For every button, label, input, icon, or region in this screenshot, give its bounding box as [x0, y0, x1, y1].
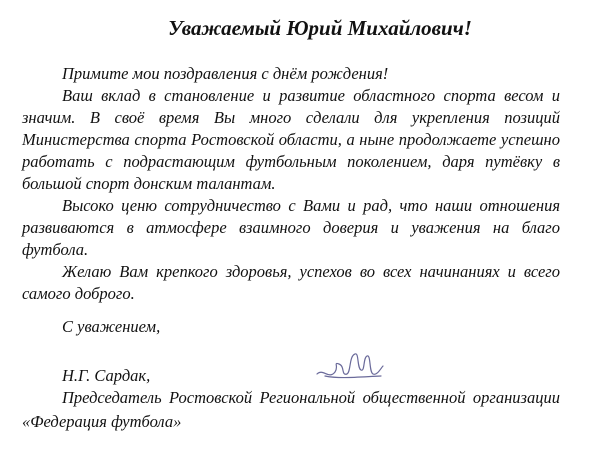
signer-position: Председатель Ростовской Региональной общественной организации «Федерация футбола» [22, 388, 560, 431]
closing-text: С уважением, [62, 317, 161, 336]
letter-body [22, 63, 560, 305]
handwritten-signature [315, 346, 385, 386]
paragraph-wishes: Желаю Вам крепкого здоровья, успехов во всех начинаниях и всего самого доброго. [22, 262, 560, 303]
paragraph-greeting: Примите мои поздравления с днём рождения! [62, 64, 389, 83]
paragraph-contribution: Ваш вклад в становление и развитие областного спорта весом и значим. В своё время Вы много сделали для укрепления позиций Министерства спорта Ростовской области, а ныне продолжаете успешно работать с подрастающим футбольным поколением, даря путёвку в большой спорт донским талантам. [22, 86, 560, 193]
signer-name: Н.Г. Сардак, [62, 366, 151, 385]
paragraph-cooperation: Высоко ценю сотрудничество с Вами и рад, что наши отношения развиваются в атмосфере взаимного доверия и уважения на благо футбола. [22, 196, 560, 259]
letter-title: Уважаемый Юрий Михайлович! [168, 16, 472, 40]
